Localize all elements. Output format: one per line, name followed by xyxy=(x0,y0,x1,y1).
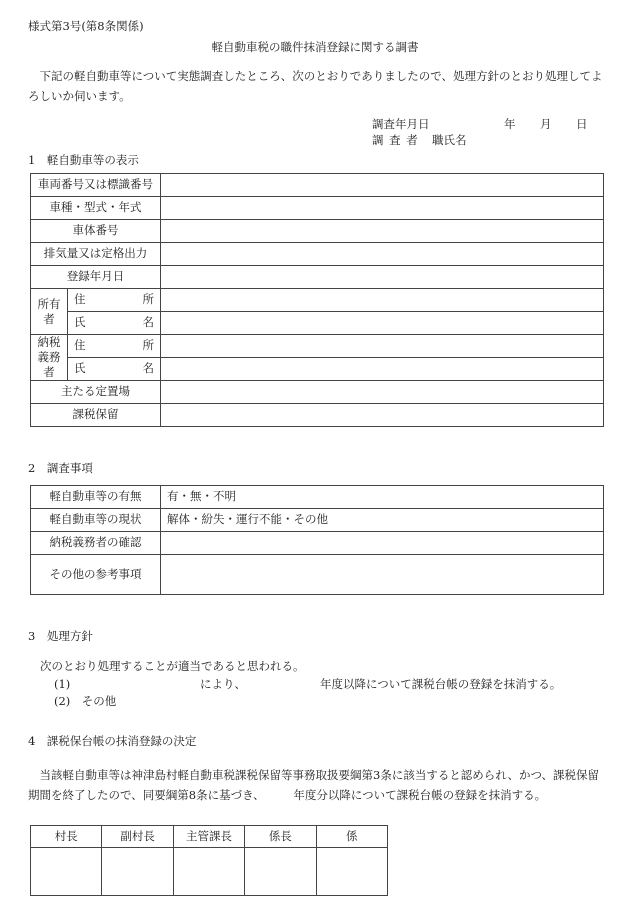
storage-field[interactable] xyxy=(161,381,604,404)
taxpayer-address-field[interactable] xyxy=(161,335,604,358)
model-field[interactable] xyxy=(161,197,604,220)
section1-heading: 1 軽自動車等の表示 xyxy=(28,153,139,167)
form-number: 様式第3号(第8条関係) xyxy=(28,19,144,33)
surveyor-name-label: 職氏名 xyxy=(432,133,467,147)
survey-table xyxy=(30,485,604,595)
table-row xyxy=(31,826,388,848)
survey-month-unit: 月 xyxy=(540,117,552,131)
intro-paragraph: 下記の軽自動車等について実態調査したところ、次のとおりでありましたので、処理方針のとおり処理してよろしいか伺います。 xyxy=(28,69,603,103)
stamp-box-section-chief[interactable] xyxy=(173,848,244,896)
stamp-box-village-head[interactable] xyxy=(31,848,102,896)
owner-name-label-a: 氏 xyxy=(74,315,86,330)
item1-by: により、 xyxy=(200,677,246,691)
approval-header-staff: 係 xyxy=(316,826,387,848)
table-row xyxy=(31,243,604,266)
body-number-field[interactable] xyxy=(161,220,604,243)
owner-address-field[interactable] xyxy=(161,289,604,312)
taxpayer-name-label-b: 名 xyxy=(142,361,154,376)
section3-lead: 次のとおり処理することが適当であると思われる。 xyxy=(40,659,305,673)
table-row xyxy=(31,509,604,532)
existence-options[interactable]: 有・無・不明 xyxy=(161,486,604,509)
table-row xyxy=(31,486,604,509)
table-row xyxy=(31,404,604,427)
model-label: 車種・型式・年式 xyxy=(31,197,161,220)
survey-date-label: 調査年月日 xyxy=(372,117,430,131)
item2-other: (2) その他 xyxy=(54,694,117,708)
tax-hold-field[interactable] xyxy=(161,404,604,427)
approval-table xyxy=(30,825,388,896)
table-row xyxy=(31,197,604,220)
taxpayer-confirmation-field[interactable] xyxy=(161,532,604,555)
table-row xyxy=(31,555,604,595)
vehicle-number-label: 車両番号又は標識番号 xyxy=(31,174,161,197)
table-row xyxy=(31,266,604,289)
survey-day-unit: 日 xyxy=(576,117,588,131)
owner-label: 所有者 xyxy=(31,289,68,335)
stamp-box-staff[interactable] xyxy=(316,848,387,896)
storage-label: 主たる定置場 xyxy=(31,381,161,404)
taxpayer-label: 納税義務者 xyxy=(31,335,68,381)
table-row xyxy=(31,381,604,404)
table-row xyxy=(31,312,604,335)
section4-paragraph: 当該軽自動車等は神津島村軽自動車税課税保留等事務取扱要綱第3条に該当すると認められ、かつ、課税保留期間を終了したので、同要綱第8条に基づき、 年度分以降について課税台帳の登録を抹消する。 xyxy=(28,768,600,802)
approval-header-village-head: 村長 xyxy=(31,826,102,848)
approval-header-subsection-chief: 係長 xyxy=(245,826,316,848)
stamp-box-subsection-chief[interactable] xyxy=(245,848,316,896)
owner-address-label-a: 住 xyxy=(74,292,86,307)
approval-header-deputy: 副村長 xyxy=(102,826,173,848)
table-row xyxy=(31,220,604,243)
section4-heading: 4 課税保台帳の抹消登録の決定 xyxy=(28,734,197,748)
taxpayer-name-label-a: 氏 xyxy=(74,361,86,376)
surveyor-label: 調 査 者 xyxy=(372,133,418,147)
table-row xyxy=(31,532,604,555)
table-row xyxy=(31,289,604,312)
registration-date-label: 登録年月日 xyxy=(31,266,161,289)
section2-heading: 2 調査事項 xyxy=(28,461,93,475)
taxpayer-name-field[interactable] xyxy=(161,358,604,381)
status-options[interactable]: 解体・紛失・運行不能・その他 xyxy=(161,509,604,532)
item1-rest: 年度以降について課税台帳の登録を抹消する。 xyxy=(320,677,562,691)
section3-heading: 3 処理方針 xyxy=(28,629,93,643)
vehicle-table xyxy=(30,173,604,427)
taxpayer-confirmation-label: 納税義務者の確認 xyxy=(31,532,161,555)
other-notes-field[interactable] xyxy=(161,555,604,595)
stamp-box-deputy[interactable] xyxy=(102,848,173,896)
taxpayer-address-label-b: 所 xyxy=(142,338,154,353)
table-row xyxy=(31,848,388,896)
approval-header-section-chief: 主管課長 xyxy=(173,826,244,848)
displacement-label: 排気量又は定格出力 xyxy=(31,243,161,266)
registration-date-field[interactable] xyxy=(161,266,604,289)
tax-hold-label: 課税保留 xyxy=(31,404,161,427)
body-number-label: 車体番号 xyxy=(31,220,161,243)
other-notes-label: その他の参考事項 xyxy=(31,555,161,595)
existence-label: 軽自動車等の有無 xyxy=(31,486,161,509)
owner-name-label-b: 名 xyxy=(142,315,154,330)
displacement-field[interactable] xyxy=(161,243,604,266)
table-row xyxy=(31,174,604,197)
owner-name-field[interactable] xyxy=(161,312,604,335)
table-row xyxy=(31,335,604,358)
item1-number: (1) xyxy=(54,677,71,691)
taxpayer-address-label-a: 住 xyxy=(74,338,86,353)
status-label: 軽自動車等の現状 xyxy=(31,509,161,532)
vehicle-number-field[interactable] xyxy=(161,174,604,197)
owner-address-label-b: 所 xyxy=(142,292,154,307)
document-title: 軽自動車税の職件抹消登録に関する調書 xyxy=(211,40,419,54)
table-row xyxy=(31,358,604,381)
survey-year-unit: 年 xyxy=(504,117,516,131)
